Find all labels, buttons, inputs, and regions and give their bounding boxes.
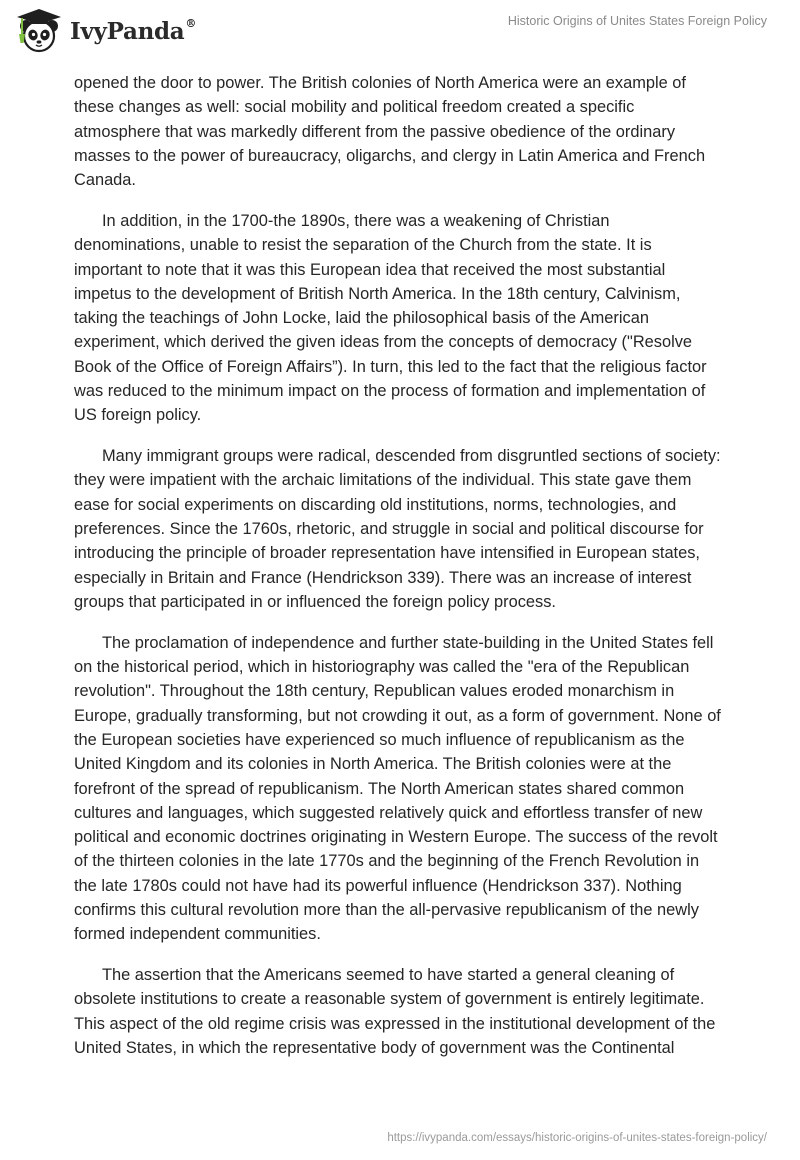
paragraph: The assertion that the Americans seemed to have started a general cleaning of obsolete institutions to create a reasonable system of government is entirely legitimate. This aspect of the old regime crisis was expressed in the institutional development of the United States, in which the representative body of government was the Continental — [74, 966, 716, 1057]
paragraph: The proclamation of independence and further state-building in the United States fell on the historical period, which in historiography was called the "era of the Republican revolution". Throughout the 18th century, Republican values eroded monarchism in Europe, gradually transforming, but not crowding it out, as a form of government. None of the European societies have experienced so much influence of republicanism as the United Kingdom and its colonies in North America. The British colonies were at the forefront of the spread of republicanism. The North American states shared common cultures and languages, which suggested relatively quick and effortless transfer of new political and economic doctrines originating in Western Europe. The success of the revolt of the thirteen colonies in the late 1770s and the beginning of the French Revolution in the late 1780s could not have had its powerful influence (Hendrickson 337). Nothing confirms this cultural revolution more than the all-pervasive republicanism of the newly formed independent communities. — [74, 633, 721, 944]
paragraph-continued: opened the door to power. The British colonies of North America were an example of these changes as well: social mobility and political freedom created a specific atmosphere that was markedly different from the passive obedience of the ordinary masses to the power of bureaucracy, oligarchs, and clergy in Latin America and French Canada. — [74, 74, 706, 190]
essay-body — [74, 71, 722, 1077]
paragraph: Many immigrant groups were radical, descended from disgruntled sections of society: they were impatient with the archaic limitations of the individual. This state gave them ease for social experiments on discarding old institutions, norms, technologies, and preferences. Since the 1760s, rhetoric, and struggle in social and political discourse for introducing the principle of broader representation have intensified in European states, especially in Britain and France (Hendrickson 339). There was an increase of interest groups that participated in or influenced the foreign policy process. — [74, 447, 721, 611]
document-title: Historic Origins of Unites States Foreign Policy — [507, 14, 767, 28]
ivypanda-logo[interactable] — [14, 6, 196, 56]
brand-name-text: IvyPanda — [70, 18, 185, 45]
page-header — [0, 0, 800, 70]
panda-graduate-icon — [14, 6, 66, 56]
registered-mark: ® — [185, 17, 197, 30]
footer-source-url[interactable]: https://ivypanda.com/essays/historic-origins-of-unites-states-foreign-policy/ — [387, 1132, 767, 1144]
brand-name — [70, 17, 196, 45]
paragraph: In addition, in the 1700-the 1890s, there was a weakening of Christian denominations, unable to resist the separation of the Church from the state. It is important to note that it was this European idea that received the most substantial impetus to the development of British North America. In the 18th century, Calvinism, taking the teachings of John Locke, laid the philosophical basis of the American experiment, which derived the given ideas from the concepts of democracy ("Resolve Book of the Office of Foreign Affairs”). In turn, this led to the fact that the religious factor was reduced to the minimum impact on the process of formation and implementation of US foreign policy. — [74, 211, 707, 425]
